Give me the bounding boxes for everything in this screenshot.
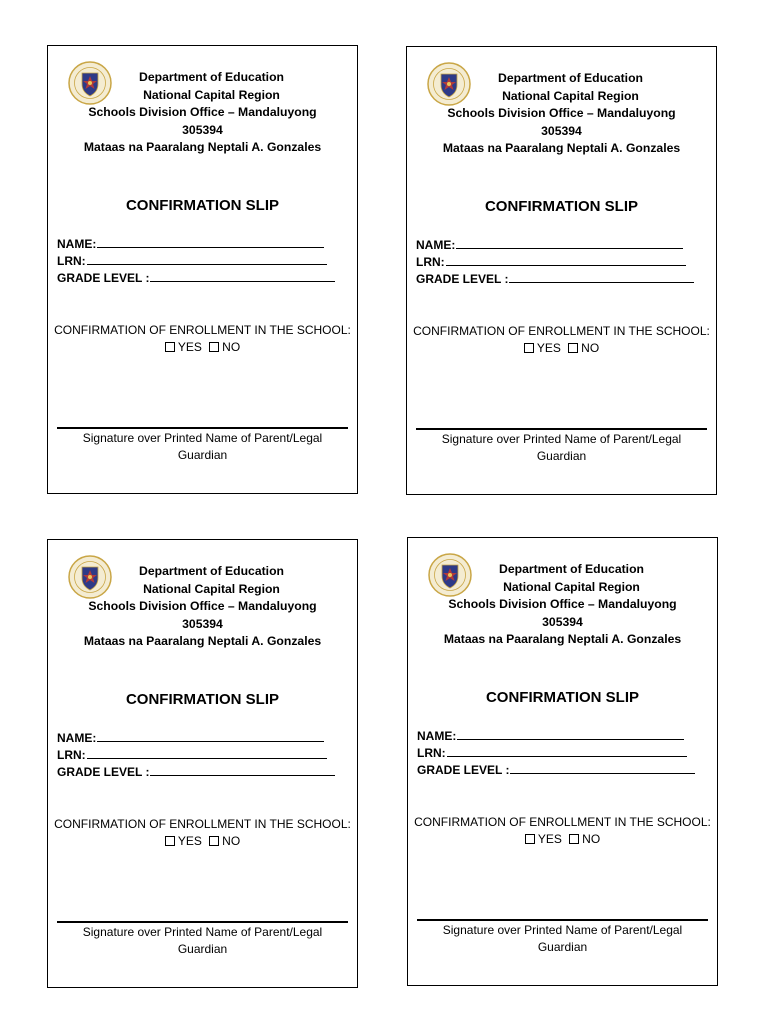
slip-title: CONFIRMATION SLIP <box>125 691 280 708</box>
name-blank-line[interactable] <box>456 247 683 249</box>
yes-checkbox[interactable] <box>525 834 535 844</box>
header-division: Schools Division Office – Mandaluyong <box>448 597 677 611</box>
confirmation-options <box>407 340 716 357</box>
lrn-field[interactable] <box>57 747 348 764</box>
header-department: Department of Education <box>139 70 284 84</box>
header-school-id: 305394 <box>542 614 583 629</box>
yes-option[interactable] <box>525 832 562 846</box>
name-field[interactable] <box>417 728 708 745</box>
lrn-field[interactable] <box>416 254 707 271</box>
header-region: National Capital Region <box>143 581 280 596</box>
name-blank-line[interactable] <box>97 740 324 742</box>
lrn-blank-line[interactable] <box>447 755 687 757</box>
no-checkbox[interactable] <box>209 342 219 352</box>
no-option[interactable] <box>209 834 240 848</box>
header-department: Department of Education <box>499 562 644 576</box>
confirmation-options <box>48 339 357 356</box>
header-school-name: Mataas na Paaralang Neptali A. Gonzales <box>83 634 322 648</box>
yes-option[interactable] <box>165 834 202 848</box>
name-label: NAME: <box>57 237 97 251</box>
yes-checkbox[interactable] <box>165 836 175 846</box>
no-checkbox[interactable] <box>209 836 219 846</box>
lrn-label: LRN: <box>416 255 445 269</box>
student-fields <box>417 728 708 779</box>
signature-caption: Signature over Printed Name of Parent/Legal Guardian <box>441 432 682 463</box>
signature-caption: Signature over Printed Name of Parent/Legal Guardian <box>82 925 323 956</box>
name-field[interactable] <box>57 730 348 747</box>
header-school-id: 305394 <box>541 123 582 138</box>
no-label: NO <box>222 340 241 354</box>
lrn-field[interactable] <box>57 253 348 270</box>
grade-level-blank-line[interactable] <box>509 281 694 283</box>
yes-checkbox[interactable] <box>524 343 534 353</box>
enrollment-confirmation <box>408 814 717 848</box>
confirmation-slip-1 <box>47 45 358 494</box>
header-school-name: Mataas na Paaralang Neptali A. Gonzales <box>443 632 682 646</box>
signature-line[interactable] <box>417 919 708 921</box>
name-field[interactable] <box>416 237 707 254</box>
grade-level-label: GRADE LEVEL : <box>417 763 510 777</box>
no-checkbox[interactable] <box>568 343 578 353</box>
grade-level-label: GRADE LEVEL : <box>416 272 509 286</box>
yes-checkbox[interactable] <box>165 342 175 352</box>
grade-level-label: GRADE LEVEL : <box>57 765 150 779</box>
confirmation-question: CONFIRMATION OF ENROLLMENT IN THE SCHOOL: <box>413 324 710 338</box>
header-school-id: 305394 <box>182 616 223 631</box>
student-fields <box>57 236 348 287</box>
grade-level-blank-line[interactable] <box>510 772 695 774</box>
slip-header <box>48 69 357 157</box>
lrn-field[interactable] <box>417 745 708 762</box>
signature-line[interactable] <box>57 921 348 923</box>
slip-title: CONFIRMATION SLIP <box>484 198 639 215</box>
lrn-label: LRN: <box>417 746 446 760</box>
yes-label: YES <box>536 341 561 355</box>
confirmation-slip-2 <box>406 46 717 495</box>
name-label: NAME: <box>417 729 457 743</box>
student-fields <box>57 730 348 781</box>
yes-option[interactable] <box>165 340 202 354</box>
header-division: Schools Division Office – Mandaluyong <box>88 105 317 119</box>
name-label: NAME: <box>416 238 456 252</box>
confirmation-options <box>48 833 357 850</box>
no-option[interactable] <box>568 341 599 355</box>
grade-level-label: GRADE LEVEL : <box>57 271 150 285</box>
signature-line[interactable] <box>416 428 707 430</box>
lrn-blank-line[interactable] <box>446 264 686 266</box>
header-department: Department of Education <box>498 71 643 85</box>
name-field[interactable] <box>57 236 348 253</box>
no-label: NO <box>581 341 600 355</box>
signature-caption: Signature over Printed Name of Parent/Legal Guardian <box>442 923 683 954</box>
name-blank-line[interactable] <box>457 738 684 740</box>
header-school-name: Mataas na Paaralang Neptali A. Gonzales <box>83 140 322 154</box>
grade-level-field[interactable] <box>417 762 708 779</box>
signature-line[interactable] <box>57 427 348 429</box>
no-option[interactable] <box>209 340 240 354</box>
confirmation-question: CONFIRMATION OF ENROLLMENT IN THE SCHOOL: <box>54 323 351 337</box>
header-department: Department of Education <box>139 564 284 578</box>
no-checkbox[interactable] <box>569 834 579 844</box>
lrn-blank-line[interactable] <box>87 263 327 265</box>
lrn-label: LRN: <box>57 748 86 762</box>
no-label: NO <box>222 834 241 848</box>
signature-caption: Signature over Printed Name of Parent/Legal Guardian <box>82 431 323 462</box>
enrollment-confirmation <box>48 816 357 850</box>
header-division: Schools Division Office – Mandaluyong <box>447 106 676 120</box>
grade-level-blank-line[interactable] <box>150 280 335 282</box>
header-region: National Capital Region <box>503 579 640 594</box>
no-option[interactable] <box>569 832 600 846</box>
grade-level-blank-line[interactable] <box>150 774 335 776</box>
yes-label: YES <box>177 340 202 354</box>
slip-title: CONFIRMATION SLIP <box>125 197 280 214</box>
enrollment-confirmation <box>407 323 716 357</box>
slip-title: CONFIRMATION SLIP <box>485 689 640 706</box>
yes-label: YES <box>177 834 202 848</box>
slip-header <box>408 561 717 649</box>
grade-level-field[interactable] <box>57 764 348 781</box>
enrollment-confirmation <box>48 322 357 356</box>
slip-header <box>48 563 357 651</box>
header-division: Schools Division Office – Mandaluyong <box>88 599 317 613</box>
lrn-label: LRN: <box>57 254 86 268</box>
grade-level-field[interactable] <box>416 271 707 288</box>
header-school-name: Mataas na Paaralang Neptali A. Gonzales <box>442 141 681 155</box>
confirmation-slip-3 <box>47 539 358 988</box>
yes-option[interactable] <box>524 341 561 355</box>
slip-header <box>407 70 716 158</box>
name-label: NAME: <box>57 731 97 745</box>
name-blank-line[interactable] <box>97 246 324 248</box>
grade-level-field[interactable] <box>57 270 348 287</box>
header-region: National Capital Region <box>143 87 280 102</box>
header-region: National Capital Region <box>502 88 639 103</box>
student-fields <box>416 237 707 288</box>
yes-label: YES <box>537 832 562 846</box>
confirmation-question: CONFIRMATION OF ENROLLMENT IN THE SCHOOL: <box>414 815 711 829</box>
no-label: NO <box>582 832 601 846</box>
lrn-blank-line[interactable] <box>87 757 327 759</box>
confirmation-options <box>408 831 717 848</box>
header-school-id: 305394 <box>182 122 223 137</box>
confirmation-question: CONFIRMATION OF ENROLLMENT IN THE SCHOOL: <box>54 817 351 831</box>
confirmation-slip-4 <box>407 537 718 986</box>
